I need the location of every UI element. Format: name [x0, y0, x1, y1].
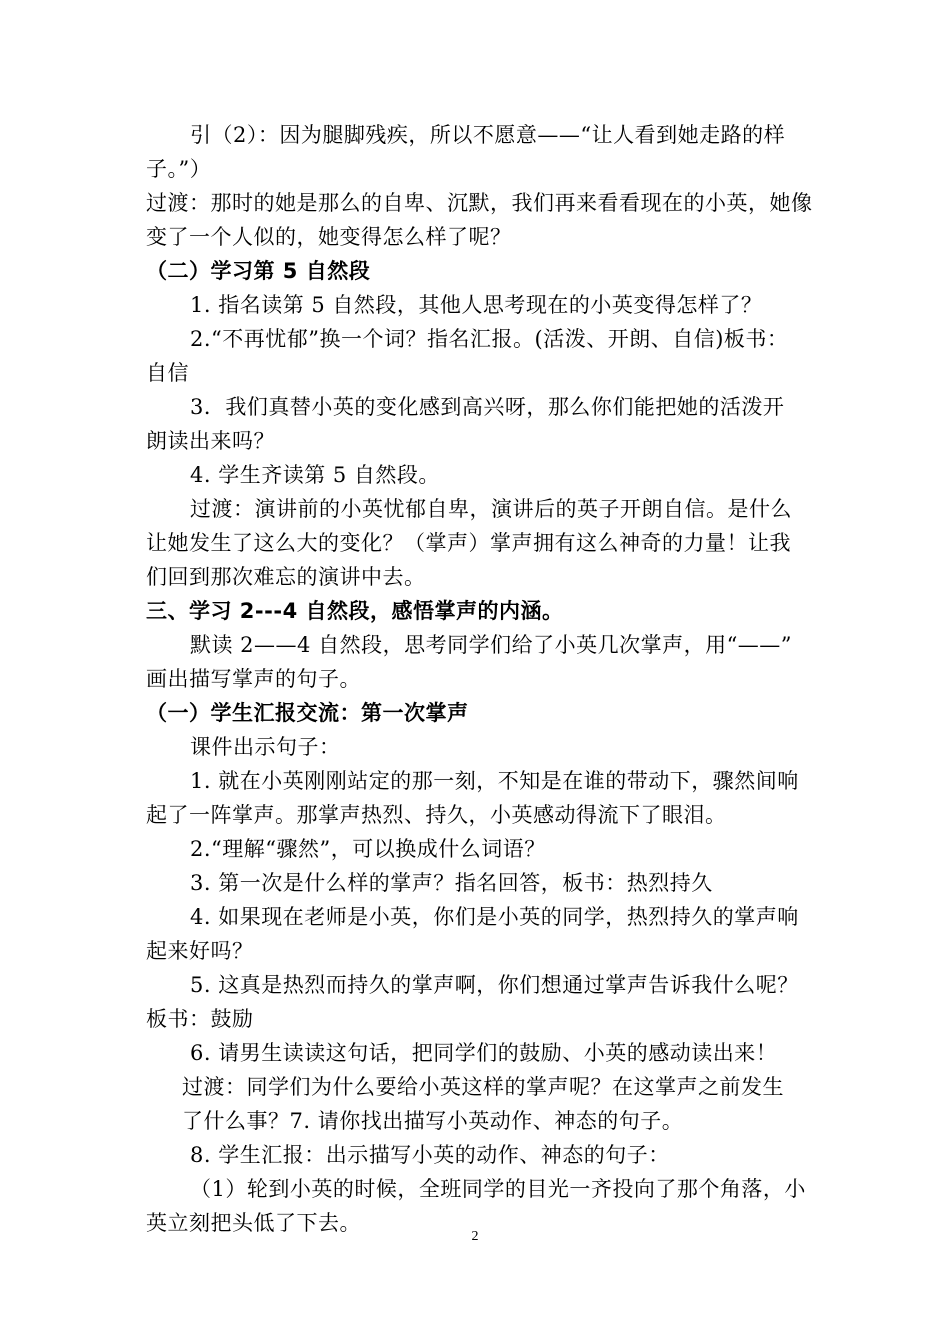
- text-line: 3．我们真替小英的变化感到高兴呀，那么你们能把她的活泼开: [190, 395, 785, 419]
- text-line: 画出描写掌声的句子。: [146, 667, 361, 691]
- text-line: 引（2）：因为腿脚残疾，所以不愿意——“让人看到她走路的样: [190, 123, 786, 147]
- text-line: 1. 就在小英刚刚站定的那一刻，不知是在谁的带动下，骤然间响: [190, 769, 799, 793]
- text-line: 了什么事？7. 请你找出描写小英动作、神态的句子。: [182, 1109, 684, 1133]
- text-line: 自信: [146, 361, 189, 385]
- text-line: 变了一个人似的，她变得怎么样了呢？: [146, 225, 512, 249]
- text-line: （1）轮到小英的时候，全班同学的目光一齐投向了那个角落，小: [190, 1177, 806, 1201]
- text-line: 课件出示句子：: [190, 735, 341, 759]
- text-line: 4. 如果现在老师是小英，你们是小英的同学，热烈持久的掌声响: [190, 905, 799, 929]
- text-line: 们回到那次难忘的演讲中去。: [146, 565, 426, 589]
- text-line: 8. 学生汇报：出示描写小英的动作、神态的句子：: [190, 1143, 670, 1167]
- text-line: 6. 请男生读读这句话，把同学们的鼓励、小英的感动读出来！: [190, 1041, 778, 1065]
- text-line: 过渡：演讲前的小英忧郁自卑，演讲后的英子开朗自信。是什么: [190, 497, 792, 521]
- text-line: 过渡：那时的她是那么的自卑、沉默，我们再来看看现在的小英，她像: [146, 191, 813, 215]
- text-line: 起了一阵掌声。那掌声热烈、持久，小英感动得流下了眼泪。: [146, 803, 727, 827]
- text-line: 起来好吗？: [146, 939, 254, 963]
- section-heading: 三、学习 2---4 自然段，感悟掌声的内涵。: [146, 599, 564, 623]
- text-line: 朗读出来吗？: [146, 429, 275, 453]
- page-number: 2: [471, 1229, 479, 1244]
- text-line: 板书：鼓励: [146, 1007, 254, 1031]
- section-heading: （一）学生汇报交流：第一次掌声: [146, 701, 469, 725]
- text-line: 3. 第一次是什么样的掌声？指名回答，板书：热烈持久: [190, 871, 713, 895]
- text-line: 2.“不再忧郁”换一个词？指名汇报。(活泼、开朗、自信)板书：: [190, 327, 789, 351]
- text-line: 1. 指名读第 5 自然段，其他人思考现在的小英变得怎样了？: [190, 293, 763, 317]
- text-line: 5. 这真是热烈而持久的掌声啊，你们想通过掌声告诉我什么呢？: [190, 973, 799, 997]
- text-line: 过渡：同学们为什么要给小英这样的掌声呢？在这掌声之前发生: [182, 1075, 784, 1099]
- text-line: 子。”）: [146, 157, 212, 181]
- text-line: 4. 学生齐读第 5 自然段。: [190, 463, 440, 487]
- text-line: 让她发生了这么大的变化？（掌声）掌声拥有这么神奇的力量！让我: [146, 531, 791, 555]
- section-heading: （二）学习第 5 自然段: [146, 259, 371, 283]
- text-line: 2.“理解“骤然”，可以换成什么词语？: [190, 837, 546, 861]
- text-line: 默读 2——4 自然段，思考同学们给了小英几次掌声，用“——”: [190, 633, 793, 657]
- text-line: 英立刻把头低了下去。: [146, 1211, 361, 1235]
